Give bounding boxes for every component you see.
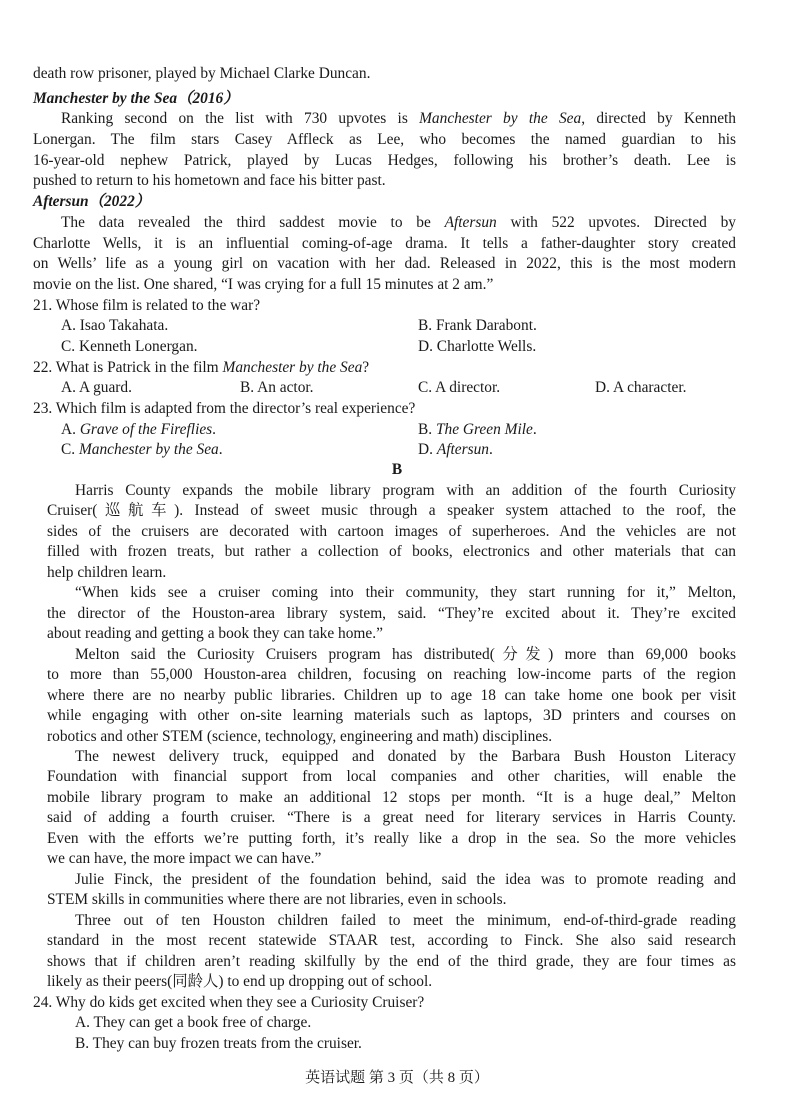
- film2-line: Lonergan. The film stars Casey Affleck as Lee, who becomes the named guardian to his: [33, 131, 736, 148]
- film3-line: Charlotte Wells, it is an influential coming-of-age drama. It tells a father-daughter story created: [33, 235, 736, 252]
- passage-line: Cruiser(巡航车). Instead of sweet music through a speaker system attached to the roof, the: [47, 502, 736, 519]
- passage-line: where there are no nearby public libraries. Children up to age 18 can take home one book per visit: [47, 687, 736, 704]
- question-23-stem: 23. Which film is adapted from the director’s real experience?: [33, 400, 416, 417]
- question-22-option-a: A. A guard.: [61, 379, 132, 396]
- passage-line: STEM skills in communities where there are not libraries, even in schools.: [47, 891, 507, 908]
- film3-line: movie on the list. One shared, “I was crying for a full 15 minutes at 2 am.”: [33, 276, 494, 293]
- passage-line: to more than 55,000 Houston-area children, focusing on reaching low-income parts of the region: [47, 666, 736, 683]
- film3-line: The data revealed the third saddest movie to be Aftersun with 522 upvotes. Directed by: [61, 214, 736, 231]
- passage-line: Foundation with financial support from local companies and other charities, will enable the: [47, 768, 736, 785]
- film2-line: 16-year-old nephew Patrick, played by Lucas Hedges, following his brother’s death. Lee is: [33, 152, 736, 169]
- passage-line: help children learn.: [47, 564, 167, 581]
- question-23-option-c: C. Manchester by the Sea.: [61, 441, 223, 458]
- question-21-option-c: C. Kenneth Lonergan.: [61, 338, 198, 355]
- passage-line: we can have, the more impact we can have.”: [47, 850, 322, 867]
- passage-line: the director of the Houston-area library system, said. “They’re excited about it. They’re excited: [47, 605, 736, 622]
- passage-line: filled with frozen treats, but rather a collection of books, electronics and other materials that can: [47, 543, 736, 560]
- passage-line: said of adding a fourth cruiser. “There is a great need for literary services in Harris County.: [47, 809, 736, 826]
- question-21-option-b: B. Frank Darabont.: [418, 317, 537, 334]
- passage-line: likely as their peers(同龄人) to end up dropping out of school.: [47, 973, 433, 990]
- passage-line: about reading and getting a book they can take home.”: [47, 625, 383, 642]
- passage-line: Melton said the Curiosity Cruisers program has distributed(分发) more than 69,000 books: [75, 646, 736, 663]
- passage-line: standard in the most recent statewide STAAR test, according to Finck. She also said research: [47, 932, 736, 949]
- intro-tail: death row prisoner, played by Michael Clarke Duncan.: [33, 65, 371, 82]
- passage-line: robotics and other STEM (science, technology, engineering and math) disciplines.: [47, 728, 553, 745]
- question-24-option-b: B. They can buy frozen treats from the cruiser.: [75, 1035, 362, 1052]
- question-21-stem: 21. Whose film is related to the war?: [33, 297, 261, 314]
- question-23-option-b: B. The Green Mile.: [418, 421, 537, 438]
- question-22-option-c: C. A director.: [418, 379, 501, 396]
- question-24-stem: 24. Why do kids get excited when they see a Curiosity Cruiser?: [33, 994, 425, 1011]
- passage-line: “When kids see a cruiser coming into their community, they start running for it,” Melton,: [75, 584, 736, 601]
- question-21-option-a: A. Isao Takahata.: [61, 317, 169, 334]
- passage-line: Even with the efforts we’re putting forth, it’s really like a drop in the sea. So the more vehicles: [47, 830, 736, 847]
- film2-line: pushed to return to his hometown and face his bitter past.: [33, 172, 386, 189]
- film3-heading: Aftersun（2022）: [33, 193, 151, 210]
- passage-line: The newest delivery truck, equipped and donated by the Barbara Bush Houston Literacy: [75, 748, 736, 765]
- passage-line: mobile library program to make an additional 12 stops per month. “It is a huge deal,” Melton: [47, 789, 736, 806]
- question-22-stem: 22. What is Patrick in the film Manchester by the Sea?: [33, 359, 370, 376]
- question-21-option-d: D. Charlotte Wells.: [418, 338, 537, 355]
- passage-line: shows that if children aren’t reading skilfully by the end of the third grade, they are four times as: [47, 953, 736, 970]
- passage-line: sides of the cruisers are decorated with cartoon images of superheroes. And the vehicles are not: [47, 523, 736, 540]
- question-23-option-a: A. Grave of the Fireflies.: [61, 421, 217, 438]
- question-23-option-d: D. Aftersun.: [418, 441, 493, 458]
- question-24-option-a: A. They can get a book free of charge.: [75, 1014, 312, 1031]
- film2-line: Ranking second on the list with 730 upvotes is Manchester by the Sea, directed by Kenneth: [61, 110, 736, 127]
- film3-line: on Wells’ life as a young girl on vacation with her dad. Released in 2022, this is the most modern: [33, 255, 736, 272]
- passage-line: Harris County expands the mobile library program with an addition of the fourth Curiosity: [75, 482, 736, 499]
- question-22-option-b: B. An actor.: [240, 379, 314, 396]
- section-b-label: B: [391, 461, 403, 478]
- film2-heading: Manchester by the Sea（2016）: [33, 90, 239, 107]
- page-footer: 英语试题 第 3 页（共 8 页）: [305, 1070, 489, 1086]
- passage-line: while engaging with other on-site learning materials such as laptops, 3D printers and courses on: [47, 707, 736, 724]
- passage-line: Three out of ten Houston children failed to meet the minimum, end-of-third-grade reading: [75, 912, 736, 929]
- passage-line: Julie Finck, the president of the foundation behind, said the idea was to promote reading and: [75, 871, 736, 888]
- question-22-option-d: D. A character.: [595, 379, 687, 396]
